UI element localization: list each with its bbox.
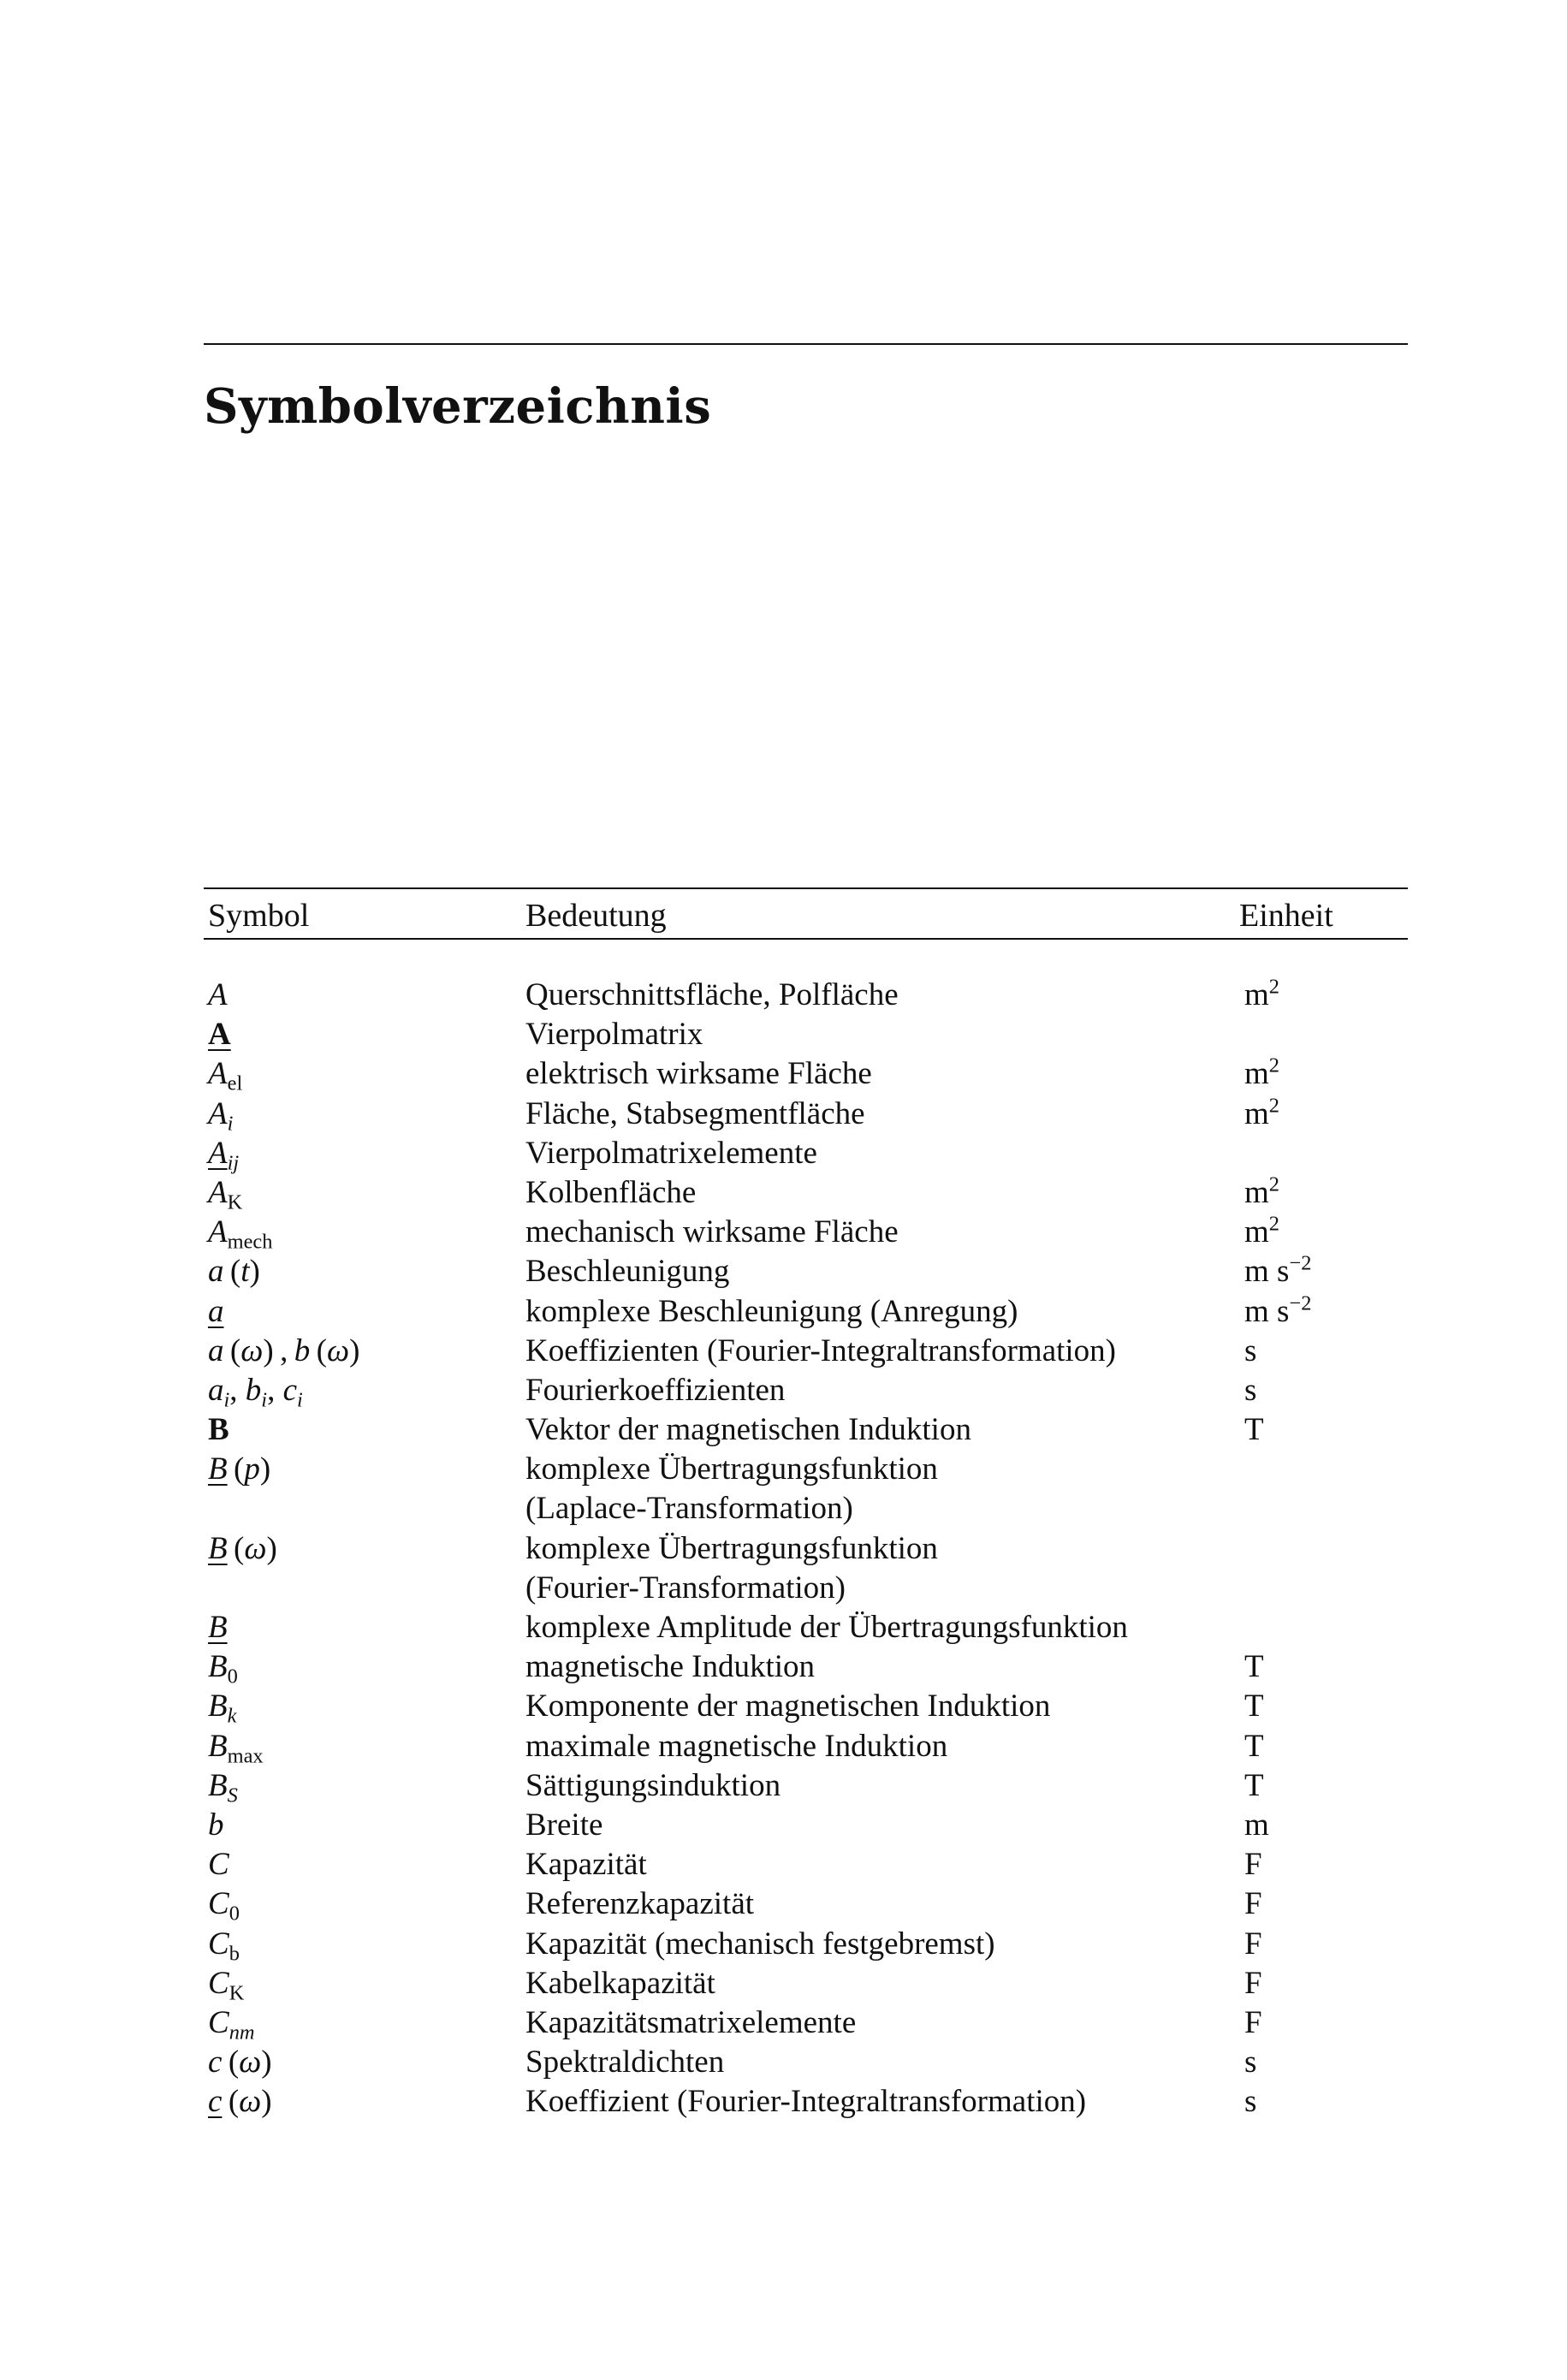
meaning-line: magnetische Induktion [525,1649,816,1685]
meaning-cell [525,1054,1227,1094]
table-row [204,1845,1408,1884]
table-row [204,2082,1408,2122]
table-row [204,2043,1408,2082]
symbol-cell: a (t) [208,1254,260,1290]
table-row [204,1410,1408,1450]
unit-cell: F [1244,2004,1262,2040]
meaning-line: Breite [525,1807,603,1843]
symbol-cell: $A_i$ [208,1095,234,1135]
meaning-cell [525,1845,1227,1884]
unit-cell: F [1244,1847,1262,1883]
table-row [204,1727,1408,1766]
top-rule [204,343,1408,345]
symbol-cell: $C_{nm}$ [208,2004,255,2045]
unit-cell: s [1244,1332,1257,1368]
unit-cell: $m^2$ [1244,975,1279,1012]
symbol-cell: $B_{max}$ [208,1728,264,1767]
meaning-cell [525,1332,1227,1371]
unit-cell: m $s^{-2}$ [1244,1251,1312,1290]
table-row [204,976,1408,1015]
meaning-line: Querschnittsfläche, Polfläche [525,977,899,1012]
meaning-line: komplexe Beschleunigung (Anregung) [525,1293,1018,1329]
unit-cell: m $s^{-2}$ [1244,1291,1312,1329]
meaning-line: Koeffizient (Fourier-Integraltransformation) [525,2084,1087,2120]
unit-cell: m [1244,1807,1269,1843]
unit-cell: T [1244,1728,1264,1764]
unit-cell: T [1244,1649,1264,1685]
meaning-line: Vierpolmatrix [525,1017,703,1053]
table-row [204,1252,1408,1291]
table-row [204,1608,1408,1647]
symbol-cell: $B_0$ [208,1649,238,1689]
table-row [204,1450,1408,1528]
unit-cell: $m^2$ [1244,1053,1279,1092]
table-row [204,1529,1408,1608]
symbol-cell: c (ω) [208,2045,272,2080]
symbol-cell: B (p) [208,1451,271,1487]
meaning-line: Komponente der magnetischen Induktion [525,1689,1051,1724]
table-row [204,1766,1408,1806]
meaning-line: Spektraldichten [525,2045,725,2080]
meaning-cell [525,1292,1227,1332]
meaning-cell [525,1687,1227,1726]
symbol-cell: $A_{mech}$ [208,1214,273,1254]
meaning-line: Kapazität [525,1847,647,1883]
meaning-line: Sättigungsinduktion [525,1767,781,1803]
meaning-line: Beschleunigung [525,1254,730,1290]
table-row [204,1095,1408,1134]
meaning-cell [525,1173,1227,1213]
meaning-line: mechanisch wirksame Fläche [525,1214,899,1250]
table-row [204,1925,1408,1964]
meaning-cell [525,1015,1227,1054]
meaning-line: Fläche, Stabsegmentfläche [525,1095,865,1131]
table-row [204,1015,1408,1054]
table-header [204,889,1408,938]
meaning-cell [525,2003,1227,2043]
header-symbol: Symbol [208,898,310,934]
meaning-line: (Laplace-Transformation) [525,1491,853,1527]
symbol-cell: a [208,1293,224,1329]
meaning-cell [525,1529,1227,1608]
meaning-cell [525,1884,1227,1924]
table-row [204,1134,1408,1173]
meaning-cell [525,976,1227,1015]
meaning-cell [525,1371,1227,1410]
meaning-line: Referenzkapazität [525,1886,755,1922]
meaning-line: (Fourier-Transformation) [525,1570,846,1605]
symbol-cell: $a_i$, $b_i$, $c_i$ [208,1372,303,1412]
symbol-cell: A [208,1017,231,1053]
meaning-line: komplexe Übertragungsfunktion [525,1530,938,1566]
meaning-cell [525,1450,1227,1528]
meaning-cell [525,1095,1227,1134]
symbol-cell: $C_b$ [208,1926,240,1965]
unit-cell: s [1244,1372,1257,1408]
table-row [204,1687,1408,1726]
meaning-cell [525,1766,1227,1806]
table-row [204,1173,1408,1213]
page-title: Symbolverzeichnis [204,378,712,435]
symbol-cell: $A_{el}$ [208,1056,243,1095]
meaning-line: Kapazität (mechanisch festgebremst) [525,1926,995,1962]
meaning-cell [525,1925,1227,1964]
unit-cell: $m^2$ [1244,1172,1279,1210]
meaning-line: Fourierkoeffizienten [525,1372,786,1408]
meaning-line: Koeffizienten (Fourier-Integraltransformation) [525,1332,1116,1368]
unit-cell: F [1244,1926,1262,1962]
meaning-cell [525,1134,1227,1173]
symbol-cell: $A_{ij}$ [208,1135,240,1175]
header-unit: Einheit [1239,898,1333,934]
table-row [204,1806,1408,1845]
symbol-cell: $B_k$ [208,1689,237,1728]
table-row [204,2003,1408,2043]
symbol-cell: A [208,977,228,1012]
meaning-cell [525,1410,1227,1450]
meaning-cell [525,1608,1227,1647]
symbol-cell: B (ω) [208,1530,277,1566]
meaning-line: Vierpolmatrixelemente [525,1135,817,1171]
table-row [204,1213,1408,1252]
meaning-cell [525,1964,1227,2003]
table-body [204,940,1408,2122]
meaning-cell [525,1252,1227,1291]
symbol-cell: $C_K$ [208,1965,245,2005]
meaning-cell [525,1213,1227,1252]
unit-cell: $m^2$ [1244,1212,1279,1250]
symbol-cell: $C_0$ [208,1886,240,1926]
meaning-line: Kabelkapazität [525,1965,715,2001]
symbol-cell: B [208,1412,229,1448]
unit-cell: T [1244,1412,1264,1448]
meaning-line: elektrisch wirksame Fläche [525,1056,872,1092]
symbol-cell: B [208,1610,228,1646]
symbol-cell: $A_K$ [208,1174,243,1214]
meaning-line: Vektor der magnetischen Induktion [525,1412,971,1448]
table-row [204,1332,1408,1371]
table-row [204,1964,1408,2003]
symbol-cell: c (ω) [208,2084,272,2120]
table-row [204,1884,1408,1924]
meaning-line: komplexe Übertragungsfunktion [525,1451,938,1487]
meaning-cell [525,2082,1227,2122]
unit-cell: T [1244,1689,1264,1724]
meaning-line: Kapazitätsmatrixelemente [525,2004,857,2040]
unit-cell: s [1244,2045,1257,2080]
header-meaning: Bedeutung [525,898,667,934]
meaning-cell [525,2043,1227,2082]
table-row [204,1647,1408,1687]
table-row [204,1292,1408,1332]
meaning-line: maximale magnetische Induktion [525,1728,948,1764]
meaning-cell [525,1727,1227,1766]
unit-cell: T [1244,1767,1264,1803]
symbol-cell: b [208,1807,224,1843]
symbol-cell: C [208,1847,229,1883]
table-row [204,1054,1408,1094]
unit-cell: F [1244,1886,1262,1922]
symbol-cell: a (ω) , b (ω) [208,1332,360,1368]
symbol-cell: $B_S$ [208,1767,238,1807]
unit-cell: F [1244,1965,1262,2001]
meaning-cell [525,1647,1227,1687]
meaning-line: Kolbenfläche [525,1174,697,1210]
unit-cell: $m^2$ [1244,1094,1279,1131]
unit-cell: s [1244,2084,1257,2120]
symbol-table [204,887,1408,2122]
meaning-cell [525,1806,1227,1845]
meaning-line: komplexe Amplitude der Übertragungsfunktion [525,1610,1128,1646]
table-row [204,1371,1408,1410]
